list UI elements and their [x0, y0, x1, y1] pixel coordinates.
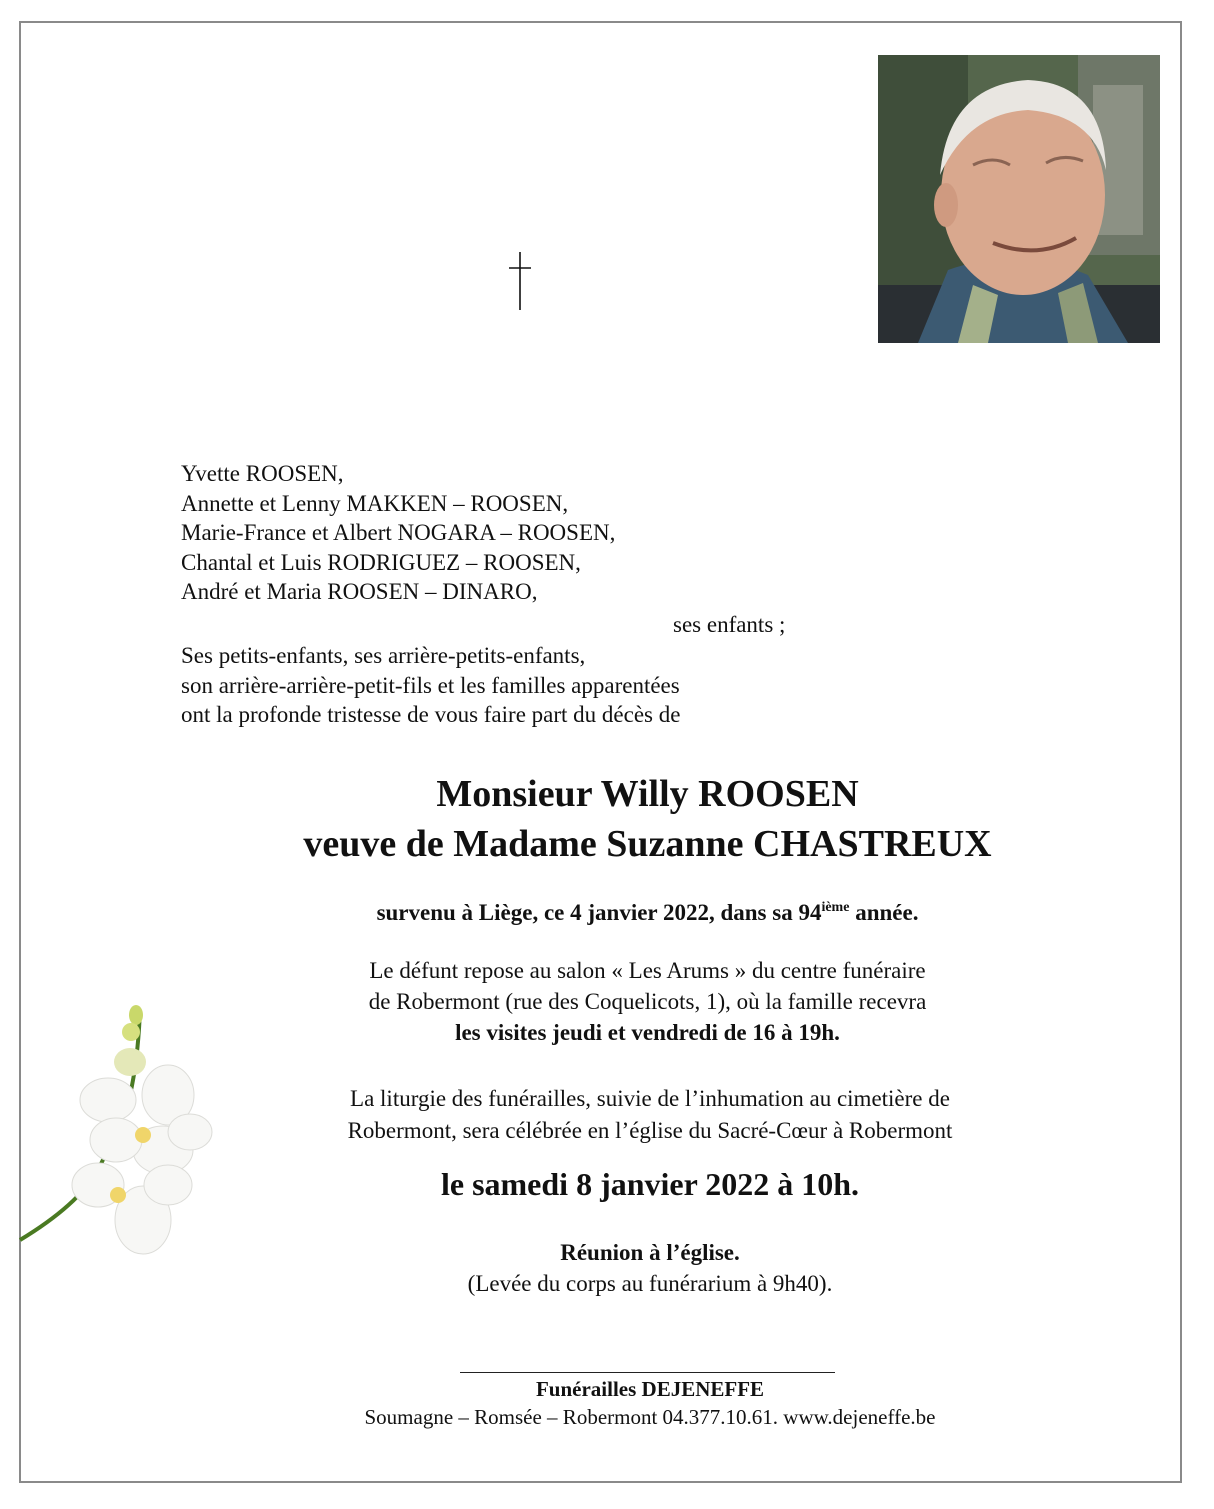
family-line: Ses petits-enfants, ses arrière-petits-enfants, — [181, 643, 586, 668]
meeting-line: Réunion à l’église. — [560, 1240, 740, 1265]
ordinal-suffix: ième — [821, 900, 850, 915]
family-line: son arrière-arrière-petit-fils et les familles apparentées — [181, 672, 680, 698]
cross-icon — [505, 250, 535, 312]
family-line: Chantal et Luis RODRIGUEZ – ROOSEN, — [181, 549, 581, 575]
children-label: ses enfants ; — [673, 611, 786, 637]
family-line: André et Maria ROOSEN – DINARO, — [181, 579, 538, 604]
funeral-line: Robermont, sera célébrée en l’église du Sacré-Cœur à Robermont — [347, 1118, 953, 1143]
death-notice — [130, 897, 1165, 929]
funeral-home-contact: Soumagne – Romsée – Robermont 04.377.10.61. www.dejeneffe.be — [364, 1405, 936, 1429]
funeral-date: le samedi 8 janvier 2022 à 10h. — [440, 1166, 860, 1202]
funeral-line: La liturgie des funérailles, suivie de l’inhumation au cimetière de — [350, 1086, 950, 1111]
divider — [460, 1372, 835, 1373]
death-text: survenu à Liège, ce 4 janvier 2022, dans sa 94 — [376, 900, 822, 925]
family-line: Yvette ROOSEN, — [181, 461, 344, 486]
deceased-name: Monsieur Willy ROOSEN — [436, 773, 859, 815]
family-line: ont la profonde tristesse de vous faire part du décès de — [181, 702, 681, 727]
death-text-end: année. — [849, 900, 919, 925]
family-list — [181, 459, 881, 730]
meeting-info — [130, 1237, 1170, 1299]
family-line: Annette et Lenny MAKKEN – ROOSEN, — [181, 490, 569, 516]
visitation-hours: les visites jeudi et vendredi de 16 à 19h. — [455, 1020, 840, 1045]
meeting-line: (Levée du corps au funérarium à 9h40). — [467, 1271, 833, 1296]
visitation-line: Le défunt repose au salon « Les Arums » du centre funéraire — [369, 958, 926, 983]
footer — [130, 1375, 1170, 1431]
funeral-home-name: Funérailles DEJENEFFE — [535, 1377, 765, 1401]
spouse-name: veuve de Madame Suzanne CHASTREUX — [303, 823, 992, 865]
visitation-line: de Robermont (rue des Coquelicots, 1), où la famille recevra — [368, 989, 927, 1014]
family-line: Marie-France et Albert NOGARA – ROOSEN, — [181, 520, 616, 545]
portrait-photo — [878, 55, 1160, 343]
visitation-info — [120, 955, 1175, 1048]
funeral-info — [130, 1083, 1170, 1147]
